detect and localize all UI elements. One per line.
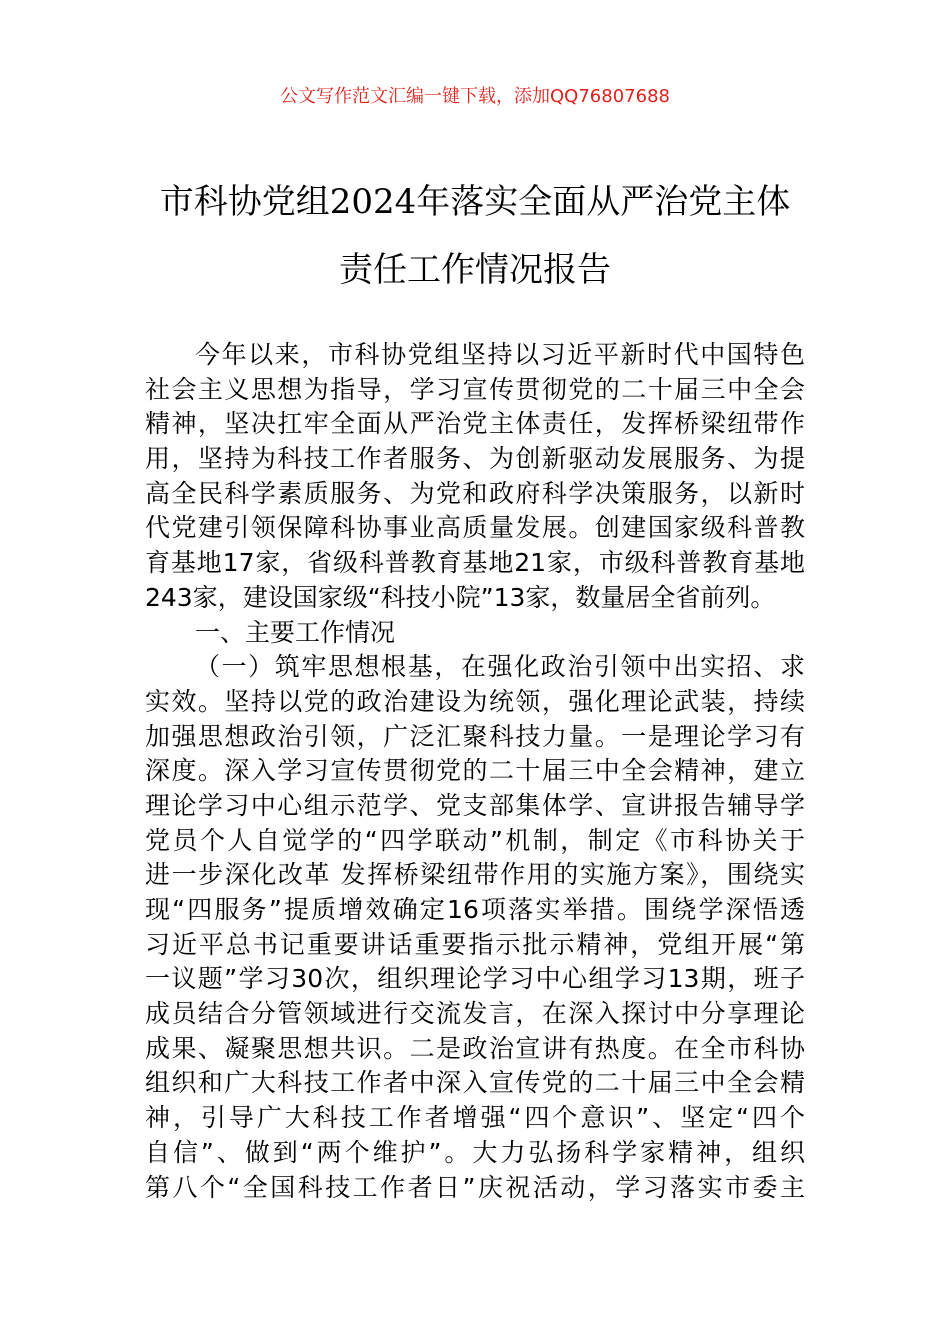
body-text-line: 243家，建设国家级“科技小院”13家，数量居全省前列。 [145,582,776,612]
body-text-line: 成果、凝聚思想共识。二是政治宣讲有热度。在全市科协 [145,1033,805,1063]
body-text-line: 理论学习中心组示范学、党支部集体学、宣讲报告辅导学 [145,790,805,820]
body-text-line: 深度。深入学习宣传贯彻党的二十届三中全会精神，建立 [145,756,805,786]
document-title-line-1: 市科协党组2024年落实全面从严治党主体 [159,182,791,222]
body-text-line: 组织和广大科技工作者中深入宣传党的二十届三中全会精 [145,1068,805,1098]
body-text-line: 高全民科学素质服务、为党和政府科学决策服务，以新时 [145,478,805,508]
body-text-line: 精神，坚决扛牢全面从严治党主体责任，发挥桥梁纽带作 [145,409,805,439]
document-body [145,338,805,1205]
body-text-line: 进一步深化改革 发挥桥梁纽带作用的实施方案》，围绕实 [145,860,805,890]
body-text-line: 第八个“全国科技工作者日”庆祝活动，学习落实市委主 [145,1172,805,1202]
body-text-line: 育基地17家，省级科普教育基地21家，市级科普教育基地 [145,548,805,578]
body-text-line: 代党建引领保障科协事业高质量发展。创建国家级科普教 [145,513,805,543]
body-text-line: 现“四服务”提质增效确定16项落实举措。围绕学深悟透 [145,895,805,924]
body-text-line: （一）筑牢思想根基，在强化政治引领中出实招、求 [195,652,805,682]
body-text-line: 今年以来，市科协党组坚持以习近平新时代中国特色 [195,340,805,369]
body-text-line: 党员个人自觉学的“四学联动”机制，制定《市科协关于 [145,825,805,855]
body-text-line: 自信”、做到“两个维护”。大力弘扬科学家精神，组织 [145,1137,805,1167]
body-text-line: 用，坚持为科技工作者服务、为创新驱动发展服务、为提 [145,444,805,474]
document-title-line-2: 责任工作情况报告 [339,250,611,290]
body-text-line: 社会主义思想为指导，学习宣传贯彻党的二十届三中全会 [145,374,805,404]
body-text-line: 一议题”学习30次，组织理论学习中心组学习13期，班子 [145,964,805,994]
body-text-line: 实效。坚持以党的政治建设为统领，强化理论武装，持续 [145,686,805,716]
body-text-line: 神，引导广大科技工作者增强“四个意识”、坚定“四个 [145,1103,805,1133]
promo-header: 公文写作范文汇编一键下载，添加QQ76807688 [280,86,670,107]
body-text-line: 习近平总书记重要讲话重要指示批示精神，党组开展“第 [145,929,805,959]
body-text-line: 成员结合分管领域进行交流发言，在深入探讨中分享理论 [145,999,805,1029]
body-text-line: 加强思想政治引领，广泛汇聚科技力量。一是理论学习有 [145,721,805,751]
section-heading: 一、主要工作情况 [195,617,396,647]
